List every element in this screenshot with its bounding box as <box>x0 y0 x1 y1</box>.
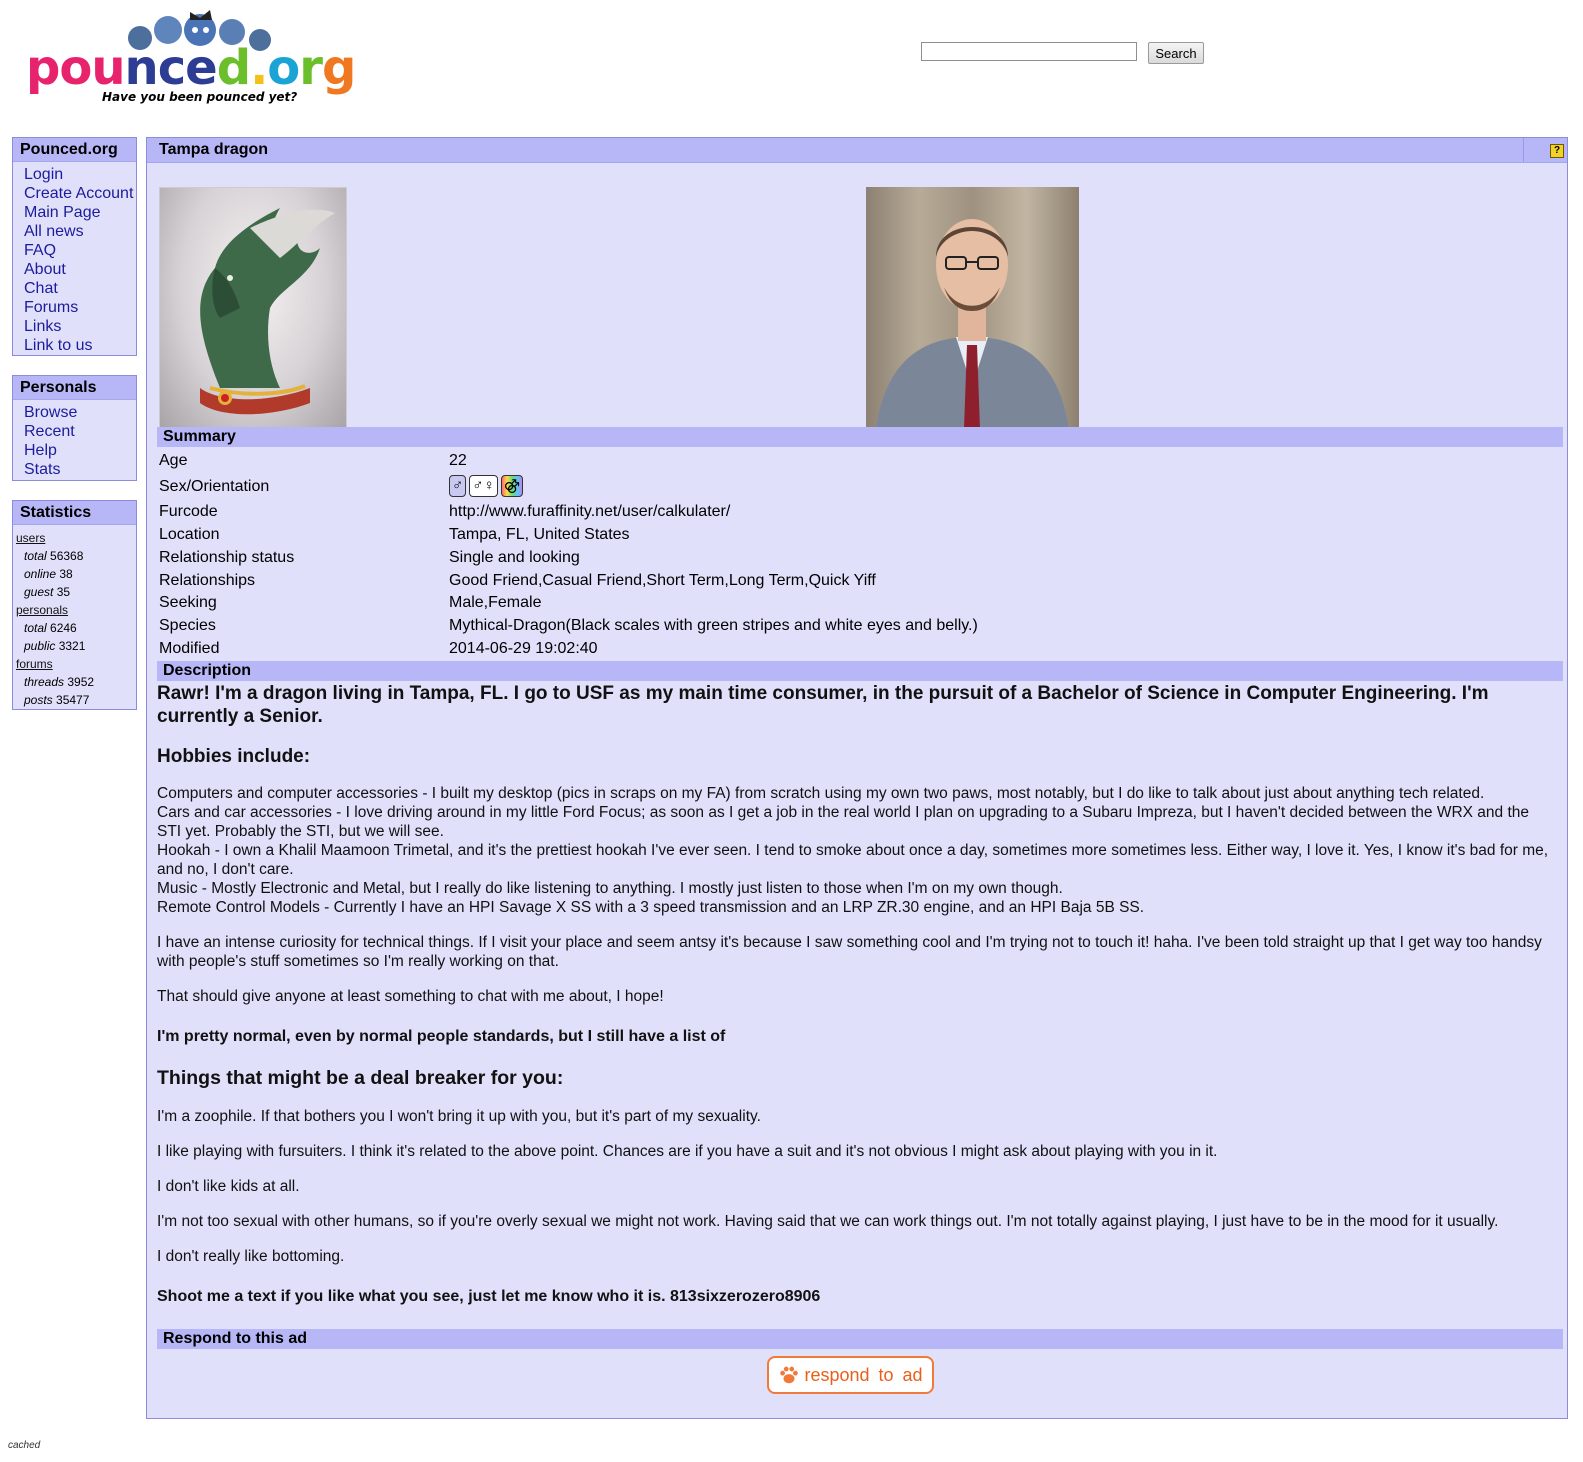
field-relationships-row: Relationships Good Friend,Casual Friend,Short Term,Long Term,Quick Yiff <box>159 572 876 589</box>
stat-row: public 3321 <box>24 639 86 653</box>
stats-users-link[interactable]: users <box>16 531 46 545</box>
stat-row: threads 3952 <box>24 675 95 689</box>
hobby-item: Computers and computer accessories - I built my desktop (pics in scraps on my FA) from scratch using my own two paws, most notably, but I do like to talk about just about anything tech related. <box>157 785 1485 802</box>
field-species-row: Species Mythical-Dragon(Black scales with green stripes and white eyes and belly.) <box>159 617 978 634</box>
page-header <box>0 0 1583 125</box>
description-intro: Rawr! I'm a dragon living in Tampa, FL. I go to USF as my main time consumer, in the pursuit of a Bachelor of Science in Computer Engineering. I'm currently a Senior. <box>157 683 1489 727</box>
site-nav-list <box>13 162 136 355</box>
nav-login-link[interactable]: Login <box>24 166 64 183</box>
normal-paragraph: I'm pretty normal, even by normal people standards, but I still have a list of <box>157 1028 726 1045</box>
nav-links-link[interactable]: Links <box>24 318 62 335</box>
stat-row: total 6246 <box>24 621 77 635</box>
dealbreaker-item: I don't really like bottoming. <box>157 1248 345 1265</box>
logo-tagline: Have you been pounced yet? <box>102 90 298 104</box>
site-nav-title: Pounced.org <box>13 138 136 162</box>
personals-browse-link[interactable]: Browse <box>24 404 78 421</box>
personals-recent-link[interactable]: Recent <box>24 423 75 440</box>
furcode-link[interactable]: http://www.furaffinity.net/user/calkulater/ <box>449 503 731 520</box>
nav-link-to-us-link[interactable]: Link to us <box>24 337 93 354</box>
statistics-title: Statistics <box>13 501 136 525</box>
profile-panel <box>146 137 1568 1419</box>
field-furcode-row: Furcode http://www.furaffinity.net/user/calkulater/ <box>159 500 1559 523</box>
stat-row: guest 35 <box>24 585 71 599</box>
nav-chat-link[interactable]: Chat <box>24 280 58 297</box>
description-body <box>157 682 1557 1306</box>
logo-wordmark: pounced.org <box>26 40 356 96</box>
personals-stats-link[interactable]: Stats <box>24 461 61 478</box>
chat-paragraph: That should give anyone at least something to chat with me about, I hope! <box>157 988 664 1005</box>
hobbies-heading: Hobbies include: <box>157 746 311 767</box>
stats-forums-link[interactable]: forums <box>16 657 53 671</box>
gay-pride-symbol-icon: ⚣ <box>501 475 523 497</box>
field-relationship-status-row: Relationship status Single and looking <box>159 549 580 566</box>
stat-row: total 56368 <box>24 549 84 563</box>
description-heading: Description <box>157 661 1563 681</box>
curiosity-paragraph: I have an intense curiosity for technical things. If I visit your place and seem antsy it's because I saw something cool and I'm trying not to touch it! haha. I've been told straight up that I get way too handsy with people's stuff sometimes so I'm really working on that. <box>157 934 1542 970</box>
profile-title-bar <box>147 138 1567 163</box>
nav-main-page-link[interactable]: Main Page <box>24 204 101 221</box>
male-symbol-icon: ♂ <box>449 475 466 497</box>
help-icon[interactable]: ? <box>1523 138 1568 162</box>
personals-help-link[interactable]: Help <box>24 442 57 459</box>
statistics-list <box>13 525 136 709</box>
dragon-avatar-image[interactable] <box>159 187 347 431</box>
summary-heading: Summary <box>157 427 1563 447</box>
dealbreaker-item: I like playing with fursuiters. I think it's related to the above point. Chances are if you have a suit and it's not obvious I might ask about playing with you in it. <box>157 1143 1218 1160</box>
field-sex-orientation-row: Sex/Orientation ♂ ♂♀ ⚣ <box>159 475 1559 498</box>
field-seeking-row: Seeking Male,Female <box>159 594 542 611</box>
nav-forums-link[interactable]: Forums <box>24 299 79 316</box>
stat-row: online 38 <box>24 567 73 581</box>
respond-to-ad-button[interactable] <box>767 1356 934 1394</box>
hobby-item: Hookah - I own a Khalil Maamoon Trimetal, and it's the prettiest hookah I've ever seen. I tend to smoke about once a day, sometimes more sometimes less. Either way, I love it. Yes, I know it's bad for me, and no, I don't care. <box>157 842 1549 878</box>
search-button[interactable]: Search <box>1148 42 1204 64</box>
dealbreaker-item: I'm not too sexual with other humans, so if you're overly sexual we might not work. Having said that we can work things out. I'm not totally against playing, I just have to be in the mood for it usually. <box>157 1213 1499 1230</box>
search-input[interactable] <box>921 42 1137 61</box>
bisexual-symbol-icon: ♂♀ <box>469 475 498 497</box>
contact-paragraph: Shoot me a text if you like what you see, just let me know who it is. 813sixzerozero8906 <box>157 1288 821 1305</box>
stat-row: posts 35477 <box>24 693 90 707</box>
hobby-item: Remote Control Models - Currently I have an HPI Savage X SS with a 3 speed transmission and an LRP ZR.30 engine, and an HPI Baja 5B SS. <box>157 899 1145 916</box>
hobby-item: Music - Mostly Electronic and Metal, but I really do like listening to anything. I mostly just listen to those when I'm on my own though. <box>157 880 1063 897</box>
nav-faq-link[interactable]: FAQ <box>24 242 57 259</box>
field-age-row: Age 22 <box>159 452 467 469</box>
person-photo-image[interactable] <box>866 187 1079 429</box>
nav-all-news-link[interactable]: All news <box>24 223 84 240</box>
personals-nav-box <box>12 375 137 481</box>
dealbreaker-heading: Things that might be a deal breaker for you: <box>157 1067 564 1089</box>
nav-about-link[interactable]: About <box>24 261 66 278</box>
cached-note: cached <box>8 1440 41 1451</box>
field-location-row: Location Tampa, FL, United States <box>159 526 630 543</box>
personals-nav-list <box>13 400 136 479</box>
profile-title: Tampa dragon <box>159 141 269 158</box>
hobby-item: Cars and car accessories - I love driving around in my little Ford Focus; as soon as I get a job in the real world I plan on upgrading to a Subaru Impreza, but I haven't decided between the WRX and the STI yet. Probably the STI, but we will see. <box>157 804 1530 840</box>
respond-heading: Respond to this ad <box>157 1329 1563 1349</box>
respond-to-ad-label: respond to ad <box>804 1365 923 1385</box>
dealbreaker-item: I don't like kids at all. <box>157 1178 300 1195</box>
paw-icon <box>778 1364 800 1386</box>
site-nav-box <box>12 137 137 356</box>
stats-personals-link[interactable]: personals <box>16 603 69 617</box>
site-logo[interactable] <box>24 8 384 113</box>
field-modified-row: Modified 2014-06-29 19:02:40 <box>159 640 598 657</box>
nav-create-account-link[interactable]: Create Account <box>24 185 134 202</box>
statistics-box <box>12 500 137 710</box>
personals-nav-title: Personals <box>13 376 136 400</box>
dealbreaker-item: I'm a zoophile. If that bothers you I won't bring it up with you, but it's part of my sexuality. <box>157 1108 761 1125</box>
